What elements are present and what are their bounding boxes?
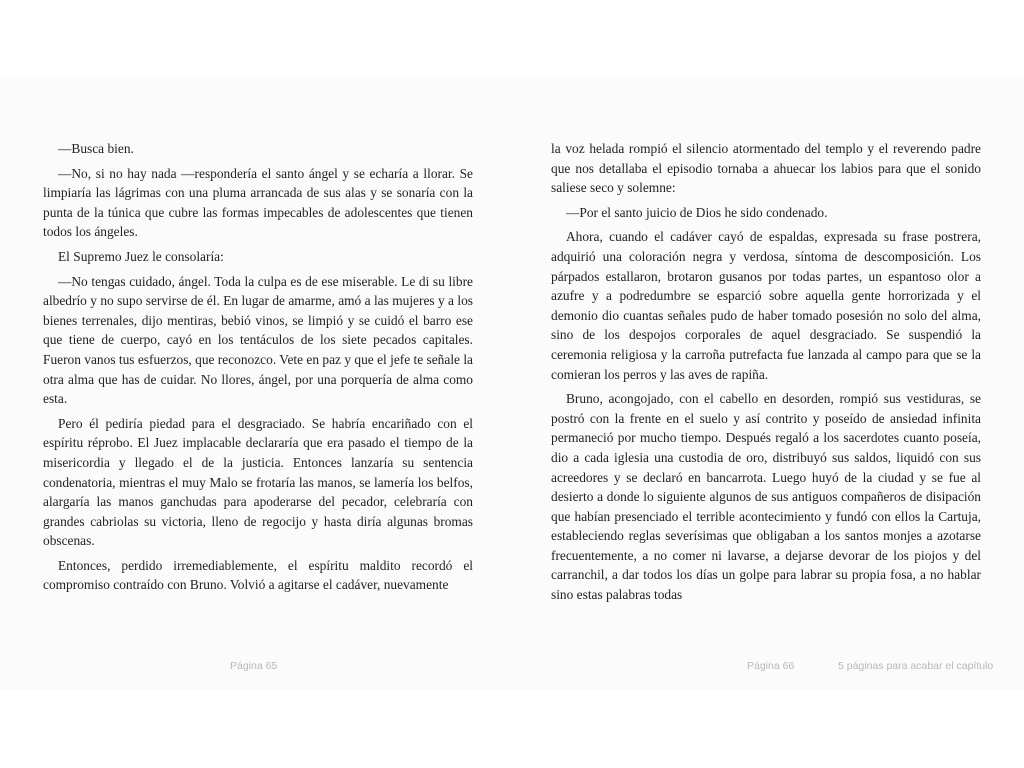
paragraph: —Por el santo juicio de Dios he sido condenado. — [566, 204, 828, 220]
paragraph: —No tengas cuidado, ángel. Toda la culpa es de ese miserable. Le di su libre albedrío y no supo servirse de él. En lugar de amarme, amó a las mujeres y a los bienes terrenales, dijo mentiras, bebió vinos, se limpió y se cuidó el barro ese que tiene de cuerpo, cayó en los tentáculos de los siete pecados capitales. Fueron vanos tus esfuerzos, que reconozco. Vete en paz y que el jefe te señale la otra alma que has de cuidar. No llores, ángel, por una porquería de alma como esta. — [43, 273, 473, 407]
paragraph: —Busca bien. — [58, 141, 134, 156]
page-right[interactable] — [551, 139, 981, 610]
paragraph: Pero él pediría piedad para el desgraciado. Se habría encariñado con el espíritu réprobo. El Juez implacable declararía que era pasado el tiempo de la misericordia y llegado el de la justicia. Entonces lanzaría su sentencia condenatoria, mientras el muy Malo se frotaría las manos, se lamería los belfos, alargaría las manos ganchudas para apoderarse del pecador, celebraría con grandes cabriolas su victoria, lleno de regocijo y hasta diría algunas bromas obscenas. — [43, 415, 473, 549]
page-number-right: Página 66 — [747, 660, 795, 672]
paragraph: Bruno, acongojado, con el cabello en desorden, rompió sus vestiduras, se postró con la frente en el suelo y así contrito y poseído de ansiedad infinita permaneció por mucho tiempo. Después regaló a los sacerdotes cuanto poseía, dio a cada iglesia una custodia de oro, distribuyó sus saldos, liquidó con sus acreedores y se declaró en bancarrota. Luego huyó de la ciudad y se fue al desierto a donde lo siguiente algunos de sus antiguos compañeros de disipación que habían presenciado el terrible acontecimiento y fundó con ellos la Cartuja, estableciendo reglas severísimas que obligaban a los santos monjes a azotarse frecuentemente, a no comer ni lavarse, a dejarse devorar de los piojos y del carranchil, a dar todos los días un golpe para labrar su propia fosa, a no hablar sino estas palabras todas — [551, 391, 981, 603]
page-left[interactable] — [43, 139, 473, 600]
paragraph: El Supremo Juez le consolaría: — [58, 248, 224, 264]
book-reader — [0, 77, 1024, 690]
page-number-left: Página 65 — [230, 660, 278, 672]
pages-remaining-in-chapter: 5 páginas para acabar el capítulo — [838, 660, 994, 672]
paragraph: Ahora, cuando el cadáver cayó de espaldas, expresada su frase postrera, adquirió una coloración negra y verdosa, síntoma de descomposición. Los párpados estallaron, brotaron gusanos por todas partes, un espantoso olor a azufre y a podredumbre se esparció sobre aquella gente horrorizada y el demonio dio cuantas señales pudo de haber tomado posesión no solo del alma, sino de los despojos corporales de aquel desgraciado. Se suspendió la ceremonia religiosa y la carroña putrefacta fue lanzada al campo para que se la comieran los perros y las aves de rapiña. — [551, 229, 981, 382]
paragraph-continued: la voz helada rompió el silencio atormentado del templo y el reverendo padre que nos detallaba el episodio tornaba a ahuecar los labios para que el sonido saliese seco y solemne: — [551, 141, 981, 196]
paragraph: —No, si no hay nada —respondería el santo ángel y se echaría a llorar. Se limpiaría las lágrimas con una pluma arrancada de sus alas y se sonaría con la punta de la túnica que cubre las formas impecables de adolescentes que tienen todos los ángeles. — [43, 165, 473, 240]
paragraph: Entonces, perdido irremediablemente, el espíritu maldito recordó el compromiso contraído con Bruno. Volvió a agitarse el cadáver, nuevamente — [43, 557, 473, 593]
